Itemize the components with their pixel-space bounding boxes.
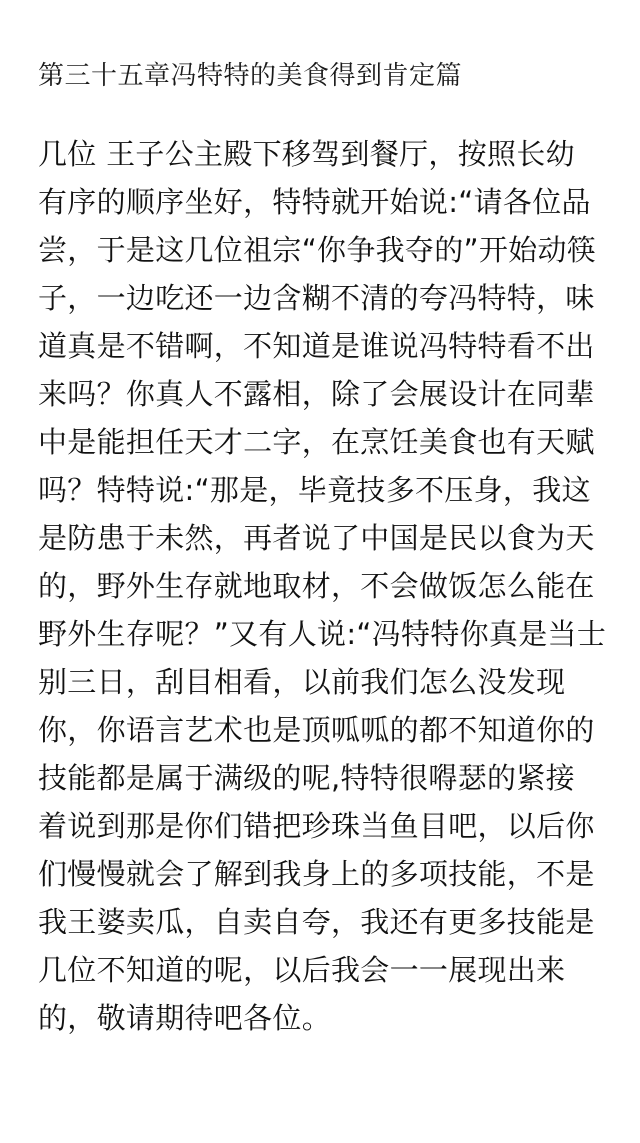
text-line: 子，一边吃还一边含糊不清的夸冯特特，味 [38, 281, 595, 315]
body-paragraph [38, 130, 605, 1042]
text-line: 们慢慢就会了解到我身上的多项技能，不是 [38, 857, 595, 891]
text-line: 几位 王子公主殿下移驾到餐厅，按照长幼 [38, 137, 575, 171]
text-line: 有序的顺序坐好，特特就开始说:“请各位品 [38, 185, 591, 219]
text-line: 尝，于是这几位祖宗“你争我夺的”开始动筷 [38, 233, 597, 267]
text-line: 几位不知道的呢，以后我会一一展现出来 [38, 953, 566, 987]
text-line: 野外生存呢？”又有人说:“冯特特你真是当士 [38, 617, 607, 651]
text-line: 道真是不错啊，不知道是谁说冯特特看不出 [38, 329, 595, 363]
text-line: 的，敬请期待吧各位。 [38, 1001, 332, 1035]
text-line: 别三日，刮目相看，以前我们怎么没发现 [38, 665, 566, 699]
text-line: 来吗？你真人不露相，除了会展设计在同辈 [38, 377, 595, 411]
text-line: 中是能担任天才二字，在烹饪美食也有天赋 [38, 425, 595, 459]
text-line: 着说到那是你们错把珍珠当鱼目吧，以后你 [38, 809, 595, 843]
chapter-title: 第三十五章冯特特的美食得到肯定篇 [38, 61, 463, 91]
text-line: 的，野外生存就地取材，不会做饭怎么能在 [38, 569, 595, 603]
text-line: 技能都是属于满级的呢,特特很嘚瑟的紧接 [38, 761, 575, 795]
text-line: 吗？特特说:“那是，毕竟技多不压身，我这 [38, 473, 591, 507]
text-line: 我王婆卖瓜，自卖自夸，我还有更多技能是 [38, 905, 595, 939]
text-line: 是防患于未然，再者说了中国是民以食为天 [38, 521, 595, 555]
text-line: 你，你语言艺术也是顶呱呱的都不知道你的 [38, 713, 595, 747]
